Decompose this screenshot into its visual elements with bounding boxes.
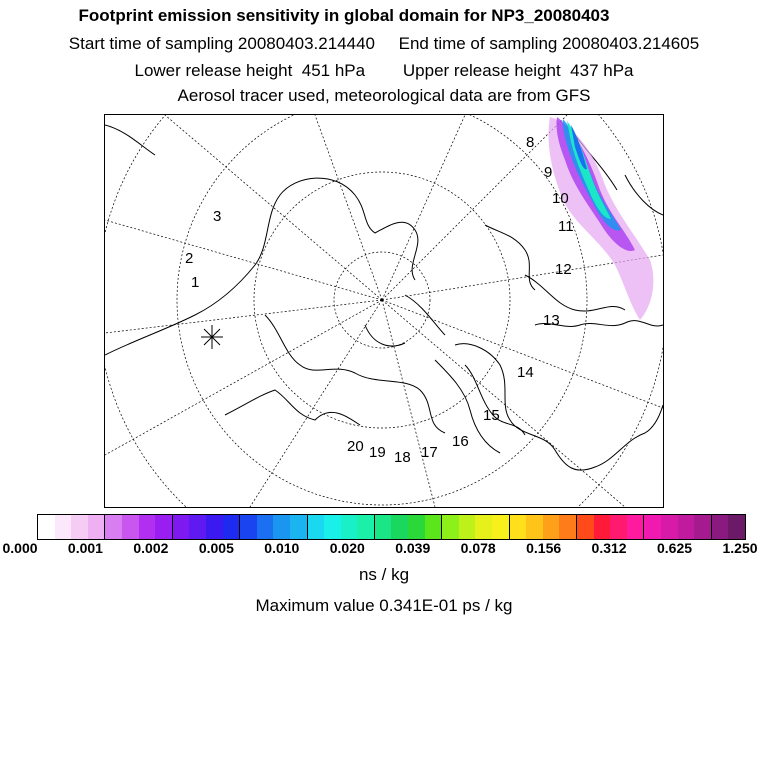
polar-map [104,114,664,508]
colorbar-segment [678,515,695,539]
colorbar-segment [357,515,375,539]
colorbar-segment [341,515,358,539]
colorbar-segment [155,515,173,539]
colorbar-tick-label: 1.250 [722,540,758,556]
hour-labels [185,134,574,466]
colorbar-segment [543,515,560,539]
colorbar-segment [627,515,645,539]
colorbar-segment [594,515,611,539]
hour-label: 9 [544,164,553,181]
colorbar-segment [391,515,408,539]
colorbar-segment [38,515,55,539]
hour-label: 13 [543,312,560,329]
colorbar-segment [173,515,190,539]
colorbar-segment [661,515,678,539]
colorbar-tick-label: 0.001 [67,540,103,556]
hour-label: 14 [517,364,534,381]
colorbar-segment [644,515,661,539]
colorbar-segment [71,515,88,539]
colorbar-tick-label: 0.010 [264,540,300,556]
hour-label: 3 [213,208,222,225]
colorbar-tick-label: 0.000 [2,540,38,556]
sampling-times: Start time of sampling 20080403.214440 End time of sampling 20080403.214605 [68,34,700,53]
hour-label: 20 [347,438,364,455]
colorbar-segment [712,515,729,539]
hour-label: 15 [483,407,500,424]
hour-label: 18 [394,449,411,466]
colorbar-segment [223,515,241,539]
colorbar-segment [610,515,627,539]
hour-label: 16 [452,433,469,450]
colorbar-tick-label: 0.039 [395,540,431,556]
colorbar-segment [475,515,492,539]
release-point-asterisk [201,325,223,349]
colorbar-tick-label: 0.625 [657,540,693,556]
hour-label: 17 [421,444,438,461]
colorbar-tick-label: 0.002 [133,540,169,556]
colorbar-segment [728,515,745,539]
release-heights: Lower release height 451 hPa Upper release height 437 hPa [134,61,634,80]
colorbar-segment [55,515,72,539]
hour-label: 12 [555,261,572,278]
colorbar-segment [510,515,527,539]
colorbar-segment [240,515,257,539]
hour-label: 11 [558,218,574,235]
colorbar-segment [139,515,156,539]
colorbar-tick-label: 0.312 [591,540,627,556]
colorbar-segment [492,515,510,539]
colorbar-segment [273,515,290,539]
maximum-value: Maximum value 0.341E-01 ps / kg [255,596,513,615]
colorbar-tick-label: 0.005 [198,540,234,556]
hour-label: 19 [369,444,386,461]
colorbar-segment [442,515,459,539]
colorbar-segment [257,515,274,539]
tracer-note: Aerosol tracer used, meteorological data are from GFS [177,86,591,105]
hour-label: 2 [185,250,194,267]
colorbar-segment [290,515,308,539]
colorbar-segment [375,515,392,539]
hour-label: 10 [552,190,569,207]
colorbar-segment [308,515,325,539]
colorbar-segment [694,515,712,539]
colorbar-segment [459,515,476,539]
colorbar-tick-label: 0.078 [460,540,496,556]
colorbar-unit: ns / kg [358,565,410,584]
colorbar-segment [425,515,443,539]
hour-label: 1 [191,274,200,291]
hour-label: 8 [526,134,535,151]
colorbar-segment [577,515,594,539]
colorbar-segment [408,515,425,539]
colorbar-segment [526,515,543,539]
colorbar-segment [88,515,106,539]
colorbar-segment [559,515,577,539]
colorbar-segment [122,515,139,539]
colorbar-segment [206,515,223,539]
colorbar-tick-label: 0.020 [329,540,365,556]
plot-title: Footprint emission sensitivity in global domain for NP3_20080403 [78,6,610,25]
map-canvas [105,115,663,507]
colorbar-segment [105,515,122,539]
colorbar [37,514,746,540]
colorbar-segment [189,515,206,539]
colorbar-tick-label: 0.156 [526,540,562,556]
colorbar-segment [324,515,341,539]
